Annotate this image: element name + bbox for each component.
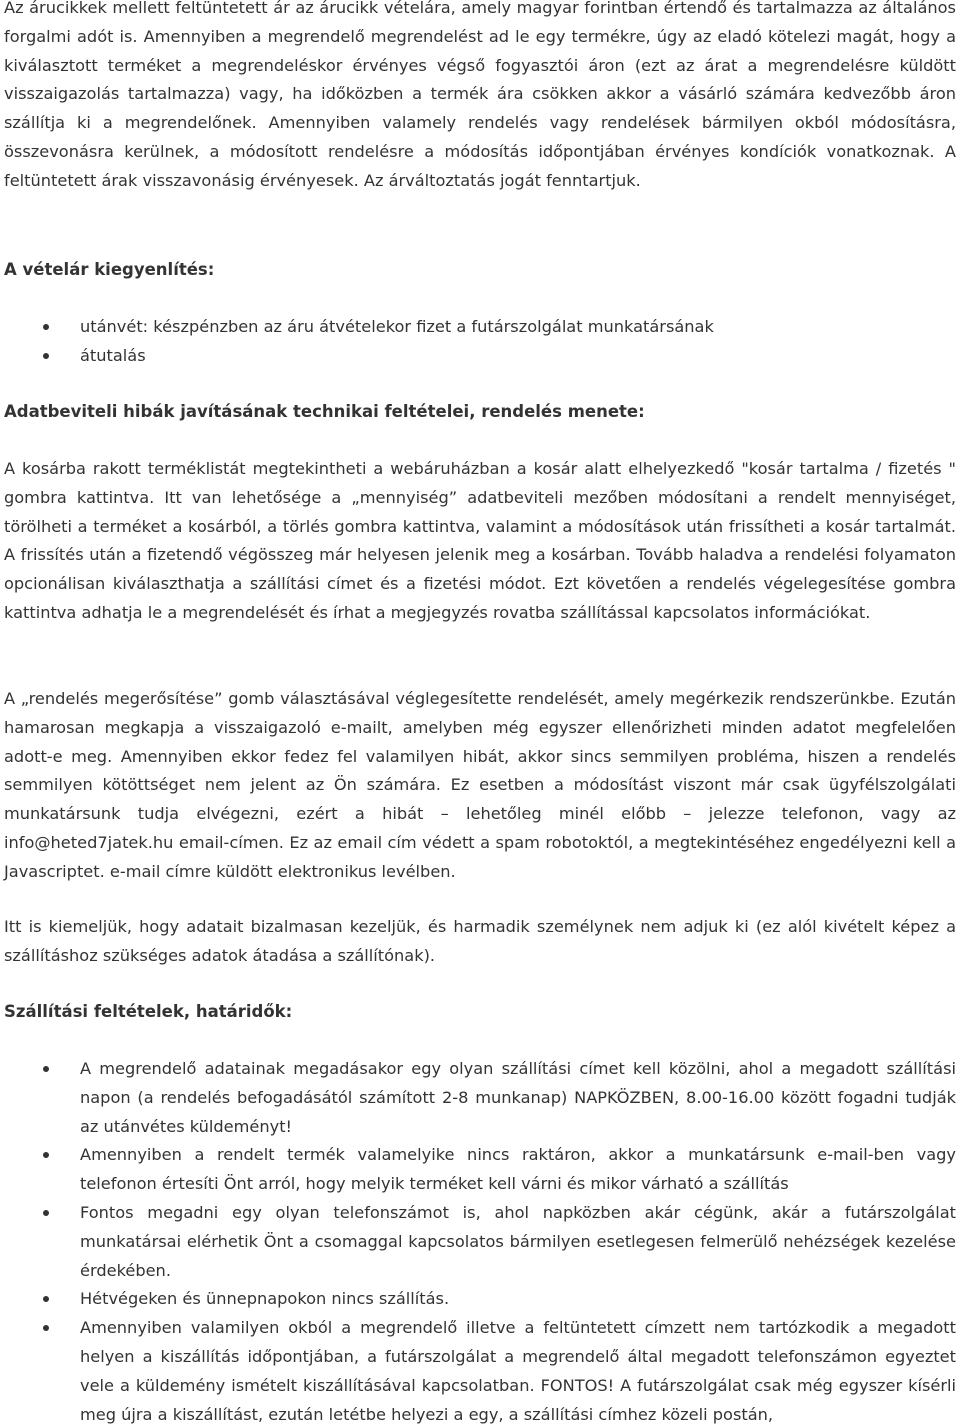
intro-paragraph: Az árucikkek mellett feltüntetett ár az árucikk vételára, amely magyar forintban értendő és tartalmazza az általános forgalmi adót is. Amennyiben a megrendelő megrendelést ad le egy termékre, úgy az eladó kötelezi magát, hogy a kiválasztott terméket a megrendeléskor érvényes végső fogyasztói áron (ezt az árat a megrendelésre küldött visszaigazolás tartalmazza) vagy, ha időközben a termék ára csökken akkor a vásárló számára kedvezőbb áron szállítja ki a megrendelőnek. Amennyiben valamely rendelés vagy rendelések bármilyen okból módosításra, összevonásra kerülnek, a módosított rendelésre a módosítás időpontjában érvényes kondíciók vonatkoznak. A feltüntetett árak visszavonásig érvényesek. Az árváltoztatás jogát fenntartjuk. [4,0,956,190]
list-item: Fontos megadni egy olyan telefonszámot is, ahol napközben akár cégünk, akár a futárszolgálat munkatársai elérhetik Önt a csomaggal kapcsolatos bármilyen esetlegesen felmerülő nehézségek kezelése érdekében. [4,1199,956,1285]
shipping-list [4,1055,956,1424]
list-item: Amennyiben valamilyen okból a megrendelő illetve a feltüntetett címzett nem tartózkodik a megadott helyen a kiszállítás időpontjában, a futárszolgálat a megrendelő által megadott telefonszámon egyeztet vele a küldemény ismételt kiszállításával kapcsolatban. FONTOS! A futárszolgálat csak még egyszer kísérli meg újra a kiszállítást, ezután letétbe helyezi a egy, a szállítási címhez közeli postán, [4,1314,956,1424]
list-item: Amennyiben a rendelt termék valamelyike nincs raktáron, akkor a munkatársunk e-mail-ben vagy telefonon értesíti Önt arról, hogy melyik terméket kell várni és mikor várható a szállítás [4,1141,956,1199]
data-entry-paragraph-1: A kosárba rakott terméklistát megtekintheti a webáruházban a kosár alatt elhelyezkedő "kosár tartalma / fizetés " gombra kattintva. Itt van lehetősége a „mennyiség” adatbeviteli mezőben módosítani a rendelt mennyiséget, törölheti a terméket a kosárból, a törlés gombra kattintva, valamint a módosítások után frissítheti a kosár tartalmát. A frissítés után a fizetendő végösszeg már helyesen jelenik meg a kosárban. Tovább haladva a rendelési folyamaton opcionálisan kiválaszthatja a szállítási címet és a fizetési módot. Ezt követően a rendelés végelegesítése gombra kattintva adhatja le a megrendelését és írhat a megjegyzés rovatba szállítással kapcsolatos információkat. [4,459,956,622]
data-entry-paragraph-2: A „rendelés megerősítése” gomb választásával véglegesítette rendelését, amely megérkezik rendszerünkbe. Ezután hamarosan megkapja a visszaigazoló e-mailt, amelyben még egyszer ellenőrizheti minden adatot megfelelően adott-e meg. Amennyiben ekkor fedez fel valamilyen hibát, akkor sincs semmilyen probléma, hiszen a rendelés semmilyen kötöttséget nem jelent az Ön számára. Ez esetben a módosítást viszont már csak ügyfélszolgálati munkatársunk tudja elvégezni, ezért a hibát – lehetőleg minél előbb – jelezze telefonon, vagy az info@heted7jatek.hu email-címen. Ez az email cím védett a spam robotoktól, a megtekintéséhez engedélyezni kell a Javascriptet. e-mail címre küldött elektronikus levélben. [4,689,956,881]
data-entry-paragraph-3: Itt is kiemeljük, hogy adatait bizalmasan kezeljük, és harmadik személynek nem adjuk ki (ez alól kivételt képez a szállításhoz szükséges adatok átadása a szállítónak). [4,917,956,965]
payment-heading: A vételár kiegyenlítés: [4,260,215,279]
list-item: átutalás [4,342,956,371]
list-item: A megrendelő adatainak megadásakor egy olyan szállítási címet kell közölni, ahol a megadott szállítási napon (a rendelés befogadásától számított 2-8 munkanap) NAPKÖZBEN, 8.00-16.00 között fogadni tudják az utánvétes küldeményt! [4,1055,956,1141]
list-item: Hétvégeken és ünnepnapokon nincs szállítás. [4,1285,956,1314]
data-entry-heading: Adatbeviteli hibák javításának technikai feltételei, rendelés menete: [4,402,645,421]
shipping-heading: Szállítási feltételek, határidők: [4,1002,293,1021]
list-item: utánvét: készpénzben az áru átvételekor fizet a futárszolgálat munkatársának [4,313,956,342]
payment-list [4,313,956,371]
